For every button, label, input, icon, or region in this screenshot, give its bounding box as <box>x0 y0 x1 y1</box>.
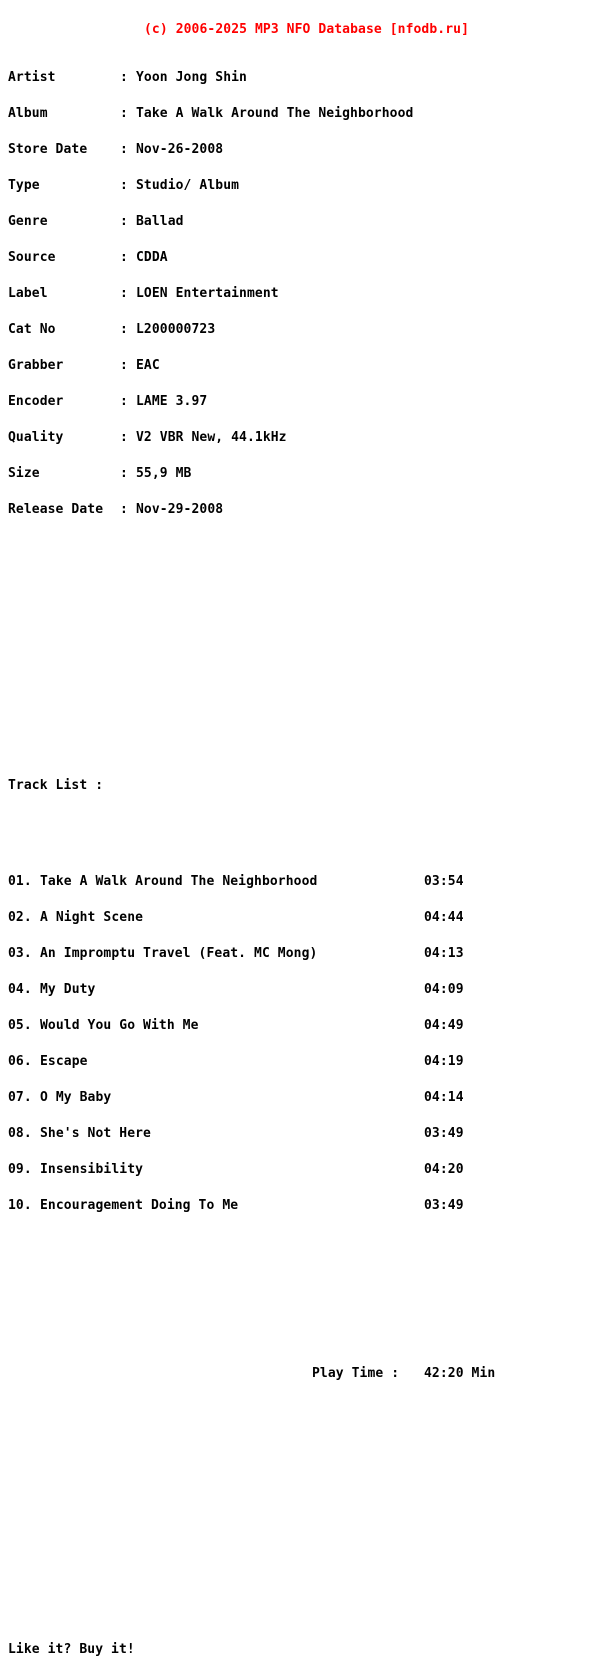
track-row <box>8 1164 495 1176</box>
track-number: 02. <box>8 910 32 925</box>
info-value: EAC <box>136 358 160 373</box>
info-value: LOEN Entertainment <box>136 286 279 301</box>
info-separator: : <box>120 70 128 85</box>
info-value: Studio/ Album <box>136 178 240 193</box>
track-time: 03:49 <box>424 1198 464 1213</box>
info-label: Store Date <box>8 142 88 157</box>
info-label: Genre <box>8 214 48 229</box>
track-title: Would You Go With Me <box>40 1018 199 1033</box>
info-label: Cat No <box>8 322 56 337</box>
info-separator: : <box>120 394 128 409</box>
track-title: An Impromptu Travel (Feat. MC Mong) <box>40 946 318 961</box>
track-time: 04:49 <box>424 1018 464 1033</box>
info-value: Nov-29-2008 <box>136 502 224 517</box>
info-value: L200000723 <box>136 322 216 337</box>
track-title: Escape <box>40 1054 88 1069</box>
info-label: Release Date <box>8 502 104 517</box>
info-row-encoder <box>8 396 495 408</box>
info-label: Source <box>8 250 56 265</box>
info-value: Yoon Jong Shin <box>136 70 247 85</box>
track-time: 04:19 <box>424 1054 464 1069</box>
info-label: Album <box>8 106 48 121</box>
track-number: 03. <box>8 946 32 961</box>
info-separator: : <box>120 142 128 157</box>
info-value: CDDA <box>136 250 168 265</box>
info-row-cat-no <box>8 324 495 336</box>
info-separator: : <box>120 286 128 301</box>
track-time: 03:49 <box>424 1126 464 1141</box>
info-separator: : <box>120 466 128 481</box>
info-separator: : <box>120 502 128 517</box>
info-separator: : <box>120 106 128 121</box>
track-number: 08. <box>8 1126 32 1141</box>
track-title: She's Not Here <box>40 1126 151 1141</box>
copyright-line <box>8 24 495 36</box>
track-row <box>8 1056 495 1068</box>
track-row <box>8 876 495 888</box>
info-separator: : <box>120 214 128 229</box>
track-row <box>8 1200 495 1212</box>
playtime-row <box>8 1368 495 1380</box>
nfo-document <box>8 0 495 1668</box>
info-label: Grabber <box>8 358 64 373</box>
info-row-album <box>8 108 495 120</box>
buy-promo: Like it? Buy it! <box>8 1642 135 1657</box>
info-row-type <box>8 180 495 192</box>
info-value: Ballad <box>136 214 184 229</box>
copyright-text: (c) 2006-2025 MP3 NFO Database [nfodb.ru] <box>144 22 469 37</box>
track-row <box>8 1092 495 1104</box>
track-title: Take A Walk Around The Neighborhood <box>40 874 318 889</box>
track-time: 04:14 <box>424 1090 464 1105</box>
track-number: 10. <box>8 1198 32 1213</box>
tracklist-heading: Track List : <box>8 778 104 793</box>
info-row-size <box>8 468 495 480</box>
track-title: My Duty <box>40 982 96 997</box>
track-title: A Night Scene <box>40 910 144 925</box>
info-separator: : <box>120 358 128 373</box>
track-time: 04:09 <box>424 982 464 997</box>
info-value: Nov-26-2008 <box>136 142 224 157</box>
track-time: 04:20 <box>424 1162 464 1177</box>
info-label: Type <box>8 178 40 193</box>
info-row-store-date <box>8 144 495 156</box>
info-value: LAME 3.97 <box>136 394 208 409</box>
info-separator: : <box>120 430 128 445</box>
track-number: 04. <box>8 982 32 997</box>
track-row <box>8 1020 495 1032</box>
info-separator: : <box>120 322 128 337</box>
track-title: O My Baby <box>40 1090 112 1105</box>
info-row-release-date <box>8 504 495 516</box>
track-time: 04:13 <box>424 946 464 961</box>
info-row-quality <box>8 432 495 444</box>
track-row <box>8 1128 495 1140</box>
info-row-grabber <box>8 360 495 372</box>
info-label: Encoder <box>8 394 64 409</box>
info-label: Quality <box>8 430 64 445</box>
track-number: 07. <box>8 1090 32 1105</box>
track-row <box>8 984 495 996</box>
info-separator: : <box>120 250 128 265</box>
info-label: Artist <box>8 70 56 85</box>
info-label: Label <box>8 286 48 301</box>
track-number: 06. <box>8 1054 32 1069</box>
info-row-label <box>8 288 495 300</box>
info-row-genre <box>8 216 495 228</box>
track-time: 03:54 <box>424 874 464 889</box>
track-title: Encouragement Doing To Me <box>40 1198 239 1213</box>
track-row <box>8 948 495 960</box>
track-number: 09. <box>8 1162 32 1177</box>
playtime-value: 42:20 Min <box>424 1366 496 1381</box>
track-title: Insensibility <box>40 1162 144 1177</box>
track-number: 01. <box>8 874 32 889</box>
info-value: V2 VBR New, 44.1kHz <box>136 430 287 445</box>
info-value: 55,9 MB <box>136 466 192 481</box>
info-label: Size <box>8 466 40 481</box>
info-separator: : <box>120 178 128 193</box>
info-row-artist <box>8 72 495 84</box>
track-number: 05. <box>8 1018 32 1033</box>
track-time: 04:44 <box>424 910 464 925</box>
track-row <box>8 912 495 924</box>
info-row-source <box>8 252 495 264</box>
playtime-label: Play Time : <box>312 1366 400 1381</box>
info-value: Take A Walk Around The Neighborhood <box>136 106 414 121</box>
